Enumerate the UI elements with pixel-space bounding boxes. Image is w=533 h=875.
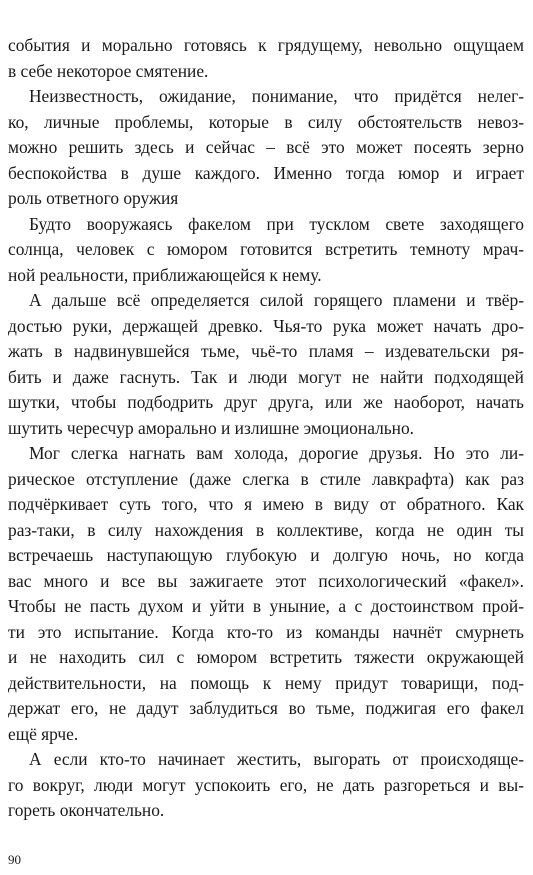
text-line: шутить чересчур аморально и излишне эмоционально. [8, 417, 415, 438]
text-line: вас много и все вы зажигаете этот психологический «факел». [8, 570, 524, 591]
text-line: рическое отступление (даже слегка в стиле лавкрафта) как раз [8, 468, 524, 489]
page-text [8, 33, 524, 824]
paragraph-4 [8, 288, 524, 441]
text-line: можно решить здесь и сейчас – всё это может посеять зерно [8, 137, 524, 157]
paragraph-3 [8, 212, 524, 289]
text-line: Чтобы не пасть духом и уйти в уныние, а с достоинством прой- [8, 596, 524, 616]
text-line: жать в надвинувшейся тьме, чьё-то пламя – издевательски ря- [8, 341, 524, 361]
text-line: Будто вооружаясь факелом при тусклом свете заходящего [29, 213, 524, 234]
text-line: ещё ярче. [8, 723, 79, 744]
text-line: достью руки, держащей древко. Чья-то рука может начать дро- [8, 315, 524, 336]
text-line: встречаешь наступающую глубокую и долгую ночь, но когда [8, 545, 524, 565]
paragraph-5 [8, 441, 524, 747]
text-line: А дальше всё определяется силой горящего пламени и твёр- [29, 290, 524, 310]
text-line: шутки, чтобы подбодрить друг друга, или же наоборот, начать [8, 392, 524, 412]
text-line: бить и даже гаснуть. Так и люди могут не найти подходящей [8, 366, 524, 387]
text-line: в себе некоторое смятение. [8, 60, 209, 81]
text-line: ной реальности, приближающейся к нему. [8, 264, 322, 285]
paragraph-1 [8, 33, 524, 84]
text-line: беспокойства в душе каждого. Именно тогда юмор и играет [8, 162, 524, 183]
text-line: го вокруг, люди могут успокоить его, не дать разгореться и вы- [8, 774, 524, 795]
text-line: действительности, на помощь к нему придут товарищи, под- [8, 672, 524, 693]
text-line: роль ответного оружия [8, 188, 179, 208]
text-line: гореть окончательно. [8, 800, 165, 820]
text-line: ти это испытание. Когда кто-то из команды начнёт смурнеть [8, 621, 524, 642]
text-line: А если кто-то начинает жестить, выгорать от происходяще- [29, 749, 524, 769]
text-line: подчёркивает суть того, что я имею в виду от обратного. Как [8, 494, 524, 514]
text-line: солнца, человек с юмором готовится встретить темноту мрач- [8, 239, 524, 259]
text-line: и не находить сил с юмором встретить тяжести окружающей [8, 647, 524, 667]
text-line: раз-таки, в силу нахождения в коллективе, когда не один ты [8, 519, 524, 540]
page-number: 90 [8, 852, 21, 867]
text-line: Неизвестность, ожидание, понимание, что придётся нелег- [29, 86, 524, 106]
paragraph-2 [8, 84, 524, 212]
text-line: события и морально готовясь к грядущему, невольно ощущаем [8, 35, 524, 55]
text-line: ко, личные проблемы, которые в силу обстоятельств невоз- [8, 111, 524, 132]
text-line: Мог слегка нагнать вам холода, дорогие друзья. Но это ли- [29, 443, 524, 463]
paragraph-6 [8, 747, 524, 824]
text-line: держат его, не дадут заблудиться во тьме, поджигая его факел [8, 698, 524, 718]
